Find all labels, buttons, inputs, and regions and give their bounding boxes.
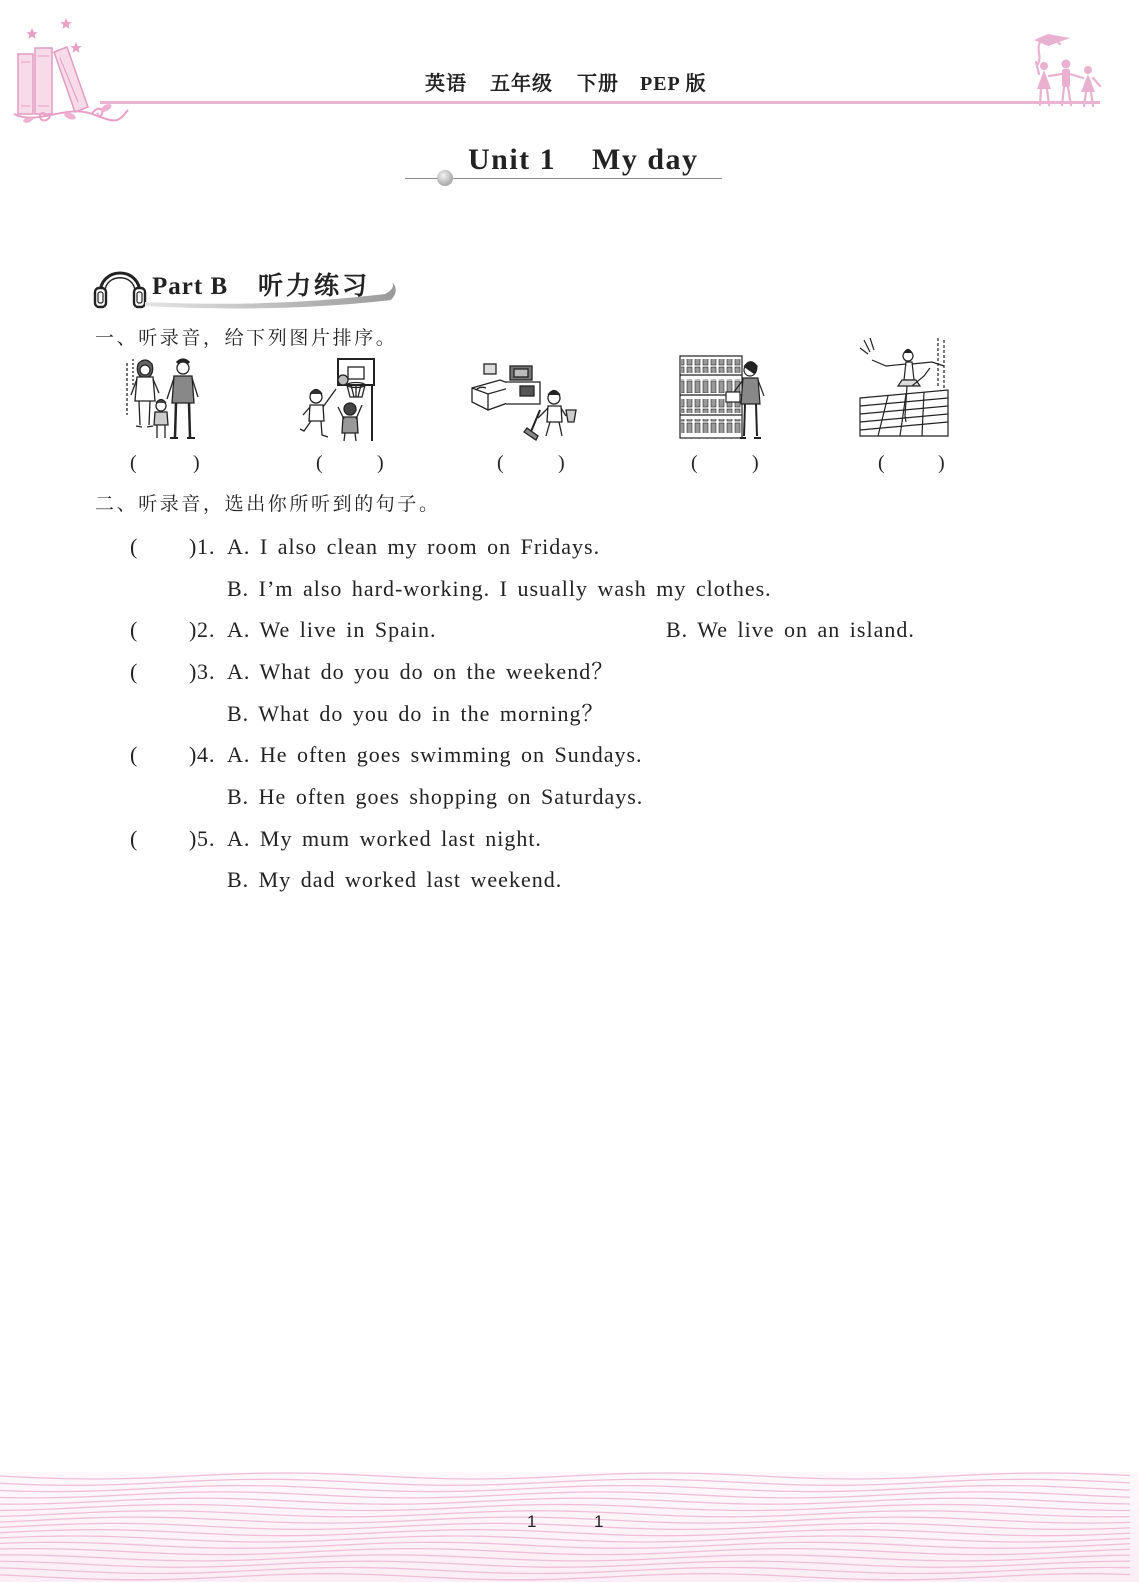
question-1-option-a: A. I also clean my room on Fridays. xyxy=(227,534,601,559)
unit-number: Unit 1 xyxy=(468,143,557,176)
section-part-label: Part B xyxy=(152,273,229,300)
footer-wave-line xyxy=(0,1530,1130,1536)
question-5-paren-close: ) xyxy=(189,826,198,851)
question-3-option-b: B. What do you do in the morning？ xyxy=(227,701,605,726)
picture-5-blank-close: ) xyxy=(938,452,945,474)
family-icon xyxy=(123,355,203,442)
exercise2-instruction: 二、听录音，选出你所听到的句子。 xyxy=(95,493,441,515)
unit-title: My day xyxy=(592,143,699,176)
question-1-paren-close: ) xyxy=(189,534,198,559)
picture-3-blank-close: ) xyxy=(558,452,565,474)
pink-books-icon xyxy=(10,12,130,124)
dancing-icon xyxy=(858,336,950,438)
picture-5-blank-open: ( xyxy=(878,452,885,474)
header-rule xyxy=(100,101,1100,104)
footer-wave-line xyxy=(0,1511,1130,1517)
question-2-paren-close: ) xyxy=(189,617,198,642)
header-volume: 下册 xyxy=(577,73,619,95)
footer-wave-line xyxy=(0,1574,1130,1580)
footer-wave-line xyxy=(0,1536,1130,1542)
question-3-paren-close: ) xyxy=(189,659,198,684)
footer-wave-line xyxy=(0,1568,1130,1574)
question-2-paren-open: ( xyxy=(130,617,139,642)
picture-1-blank-close: ) xyxy=(193,452,200,474)
question-1-number: 1. xyxy=(197,534,216,559)
children-kite-silhouette-icon xyxy=(1026,32,1106,108)
question-5-paren-open: ( xyxy=(130,826,139,851)
page-number-right: 1 xyxy=(594,1512,604,1531)
footer-waves xyxy=(0,1472,1139,1582)
page-number-left: 1 xyxy=(527,1512,537,1531)
question-4-option-a: A. He often goes swimming on Sundays. xyxy=(227,742,643,767)
question-2-option-a: A. We live in Spain. xyxy=(227,617,437,642)
headphones-icon xyxy=(93,260,147,310)
section-title: 听力练习 xyxy=(258,273,371,300)
picture-3-blank-open: ( xyxy=(497,452,504,474)
question-2-number: 2. xyxy=(197,617,216,642)
header-subject: 英语 xyxy=(425,73,467,95)
footer-wave-line xyxy=(0,1561,1130,1567)
footer-wave-line xyxy=(0,1492,1130,1498)
question-4-number: 4. xyxy=(197,742,216,767)
footer-wave-line xyxy=(0,1542,1130,1548)
footer-wave-line xyxy=(0,1486,1130,1492)
question-3-paren-open: ( xyxy=(130,659,139,684)
question-5-number: 5. xyxy=(197,826,216,851)
question-2-option-b: B. We live on an island. xyxy=(666,617,915,642)
footer-wave-band xyxy=(0,1472,1139,1582)
picture-4-blank-open: ( xyxy=(691,452,698,474)
exercise1-instruction: 一、听录音，给下列图片排序。 xyxy=(95,327,398,349)
question-4-option-b: B. He often goes shopping on Saturdays. xyxy=(227,784,644,809)
question-1-paren-open: ( xyxy=(130,534,139,559)
footer-wave-line xyxy=(0,1473,1130,1479)
picture-2-blank-close: ) xyxy=(377,452,384,474)
footer-wave-line xyxy=(0,1479,1130,1485)
basketball-icon xyxy=(298,357,378,441)
question-4-paren-close: ) xyxy=(189,742,198,767)
question-3-option-a: A. What do you do on the weekend？ xyxy=(227,659,615,684)
question-5-option-a: A. My mum worked last night. xyxy=(227,826,542,851)
footer-wave-line xyxy=(0,1517,1130,1523)
question-3-number: 3. xyxy=(197,659,216,684)
footer-wave-line xyxy=(0,1523,1130,1529)
footer-wave-line xyxy=(0,1555,1130,1561)
footer-wave-line xyxy=(0,1505,1130,1511)
cleaning-icon xyxy=(470,360,580,442)
picture-1-blank-open: ( xyxy=(130,452,137,474)
footer-wave-line xyxy=(0,1498,1130,1504)
footer-wave-line xyxy=(0,1549,1130,1555)
shopping-icon xyxy=(678,352,768,442)
question-5-option-b: B. My dad worked last weekend. xyxy=(227,867,563,892)
question-1-option-b: B. I’m also hard-working. I usually wash my clothes. xyxy=(227,576,772,601)
question-4-paren-open: ( xyxy=(130,742,139,767)
picture-4-blank-close: ) xyxy=(752,452,759,474)
header-edition: PEP 版 xyxy=(640,73,707,95)
title-dot-icon xyxy=(437,170,453,186)
header-grade: 五年级 xyxy=(490,73,553,95)
picture-2-blank-open: ( xyxy=(316,452,323,474)
